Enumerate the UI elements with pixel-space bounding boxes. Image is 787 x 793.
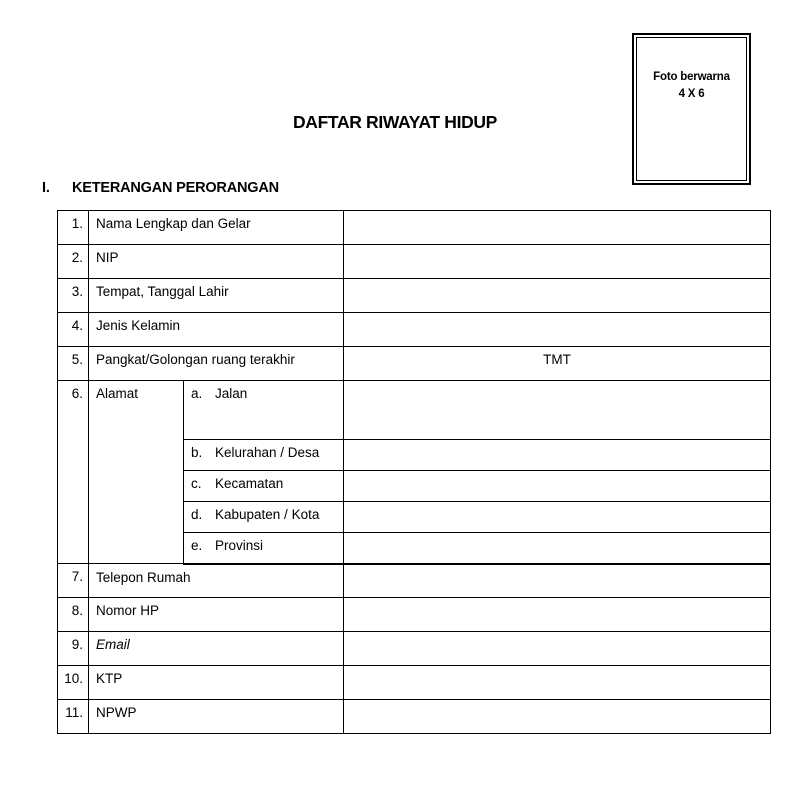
row-number: 2. bbox=[58, 245, 89, 279]
alamat-subrow-label-kecamatan bbox=[184, 471, 344, 502]
row-number: 11. bbox=[58, 700, 89, 734]
row-number: 10. bbox=[58, 666, 89, 700]
row-value-tmt[interactable]: TMT bbox=[344, 347, 771, 381]
table-row bbox=[58, 632, 771, 666]
row-value-field[interactable] bbox=[344, 564, 771, 598]
alamat-subrow-value-kelurahan[interactable] bbox=[344, 440, 771, 471]
alamat-subrow-value-provinsi[interactable] bbox=[344, 533, 771, 564]
alamat-subrow-label-provinsi bbox=[184, 533, 344, 564]
row-value-field[interactable] bbox=[344, 700, 771, 734]
row-value-field[interactable] bbox=[344, 632, 771, 666]
table-row bbox=[58, 347, 771, 381]
table-row bbox=[58, 279, 771, 313]
row-value-field[interactable] bbox=[344, 211, 771, 245]
row-number: 3. bbox=[58, 279, 89, 313]
section-heading bbox=[42, 180, 279, 196]
alamat-subrow-letter: c. bbox=[191, 476, 202, 491]
row-label: Telepon Rumah bbox=[89, 564, 344, 598]
row-label: KTP bbox=[89, 666, 344, 700]
table-row bbox=[58, 700, 771, 734]
row-value-field[interactable] bbox=[344, 598, 771, 632]
alamat-subrow-label-kelurahan bbox=[184, 440, 344, 471]
alamat-subrow-value-kabupaten[interactable] bbox=[344, 502, 771, 533]
table-row bbox=[58, 245, 771, 279]
alamat-subrow-text: Provinsi bbox=[215, 538, 264, 553]
row-value-field[interactable] bbox=[344, 666, 771, 700]
row-label: Jenis Kelamin bbox=[89, 313, 344, 347]
row-number: 8. bbox=[58, 598, 89, 632]
row-number: 5. bbox=[58, 347, 89, 381]
alamat-subrow-label-kabupaten bbox=[184, 502, 344, 533]
alamat-subrow-letter: a. bbox=[191, 386, 203, 401]
row-number: 1. bbox=[58, 211, 89, 245]
row-label: Nama Lengkap dan Gelar bbox=[89, 211, 344, 245]
row-label: Nomor HP bbox=[89, 598, 344, 632]
row-value-field[interactable] bbox=[344, 245, 771, 279]
row-label: Email bbox=[89, 632, 344, 666]
alamat-subrow-value-jalan[interactable] bbox=[344, 381, 771, 440]
alamat-subrow-text: Kelurahan / Desa bbox=[215, 445, 320, 460]
row-number: 4. bbox=[58, 313, 89, 347]
table-row bbox=[58, 564, 771, 598]
row-number: 7. bbox=[58, 564, 89, 598]
photo-box bbox=[632, 33, 751, 185]
alamat-subrow-text: Kabupaten / Kota bbox=[215, 507, 320, 522]
row-value-field[interactable] bbox=[344, 279, 771, 313]
section-number: I. bbox=[42, 180, 50, 196]
photo-box-caption-line2: 4 X 6 bbox=[678, 88, 705, 100]
alamat-subrow-value-kecamatan[interactable] bbox=[344, 471, 771, 502]
row-value-field[interactable] bbox=[344, 313, 771, 347]
row-number: 6. bbox=[58, 381, 89, 564]
alamat-subrow-text: Kecamatan bbox=[215, 476, 284, 491]
table-row-alamat bbox=[58, 381, 771, 440]
photo-box-inner bbox=[636, 37, 747, 181]
alamat-subrow-letter: d. bbox=[191, 507, 203, 522]
document-title: DAFTAR RIWAYAT HIDUP bbox=[293, 112, 497, 132]
row-label: Alamat bbox=[89, 381, 184, 564]
table-row bbox=[58, 313, 771, 347]
table-row bbox=[58, 211, 771, 245]
row-label: Tempat, Tanggal Lahir bbox=[89, 279, 344, 313]
alamat-subrow-label-jalan bbox=[184, 381, 344, 440]
keterangan-perorangan-table bbox=[57, 210, 771, 734]
row-label: NIP bbox=[89, 245, 344, 279]
alamat-subrow-letter: b. bbox=[191, 445, 203, 460]
section-title: KETERANGAN PERORANGAN bbox=[72, 180, 279, 196]
table-row bbox=[58, 598, 771, 632]
alamat-subrow-letter: e. bbox=[191, 538, 203, 553]
row-label: NPWP bbox=[89, 700, 344, 734]
row-number: 9. bbox=[58, 632, 89, 666]
alamat-subrow-text: Jalan bbox=[215, 386, 248, 401]
row-label: Pangkat/Golongan ruang terakhir bbox=[89, 347, 344, 381]
table-row bbox=[58, 666, 771, 700]
photo-box-caption-line1: Foto berwarna bbox=[653, 71, 730, 83]
